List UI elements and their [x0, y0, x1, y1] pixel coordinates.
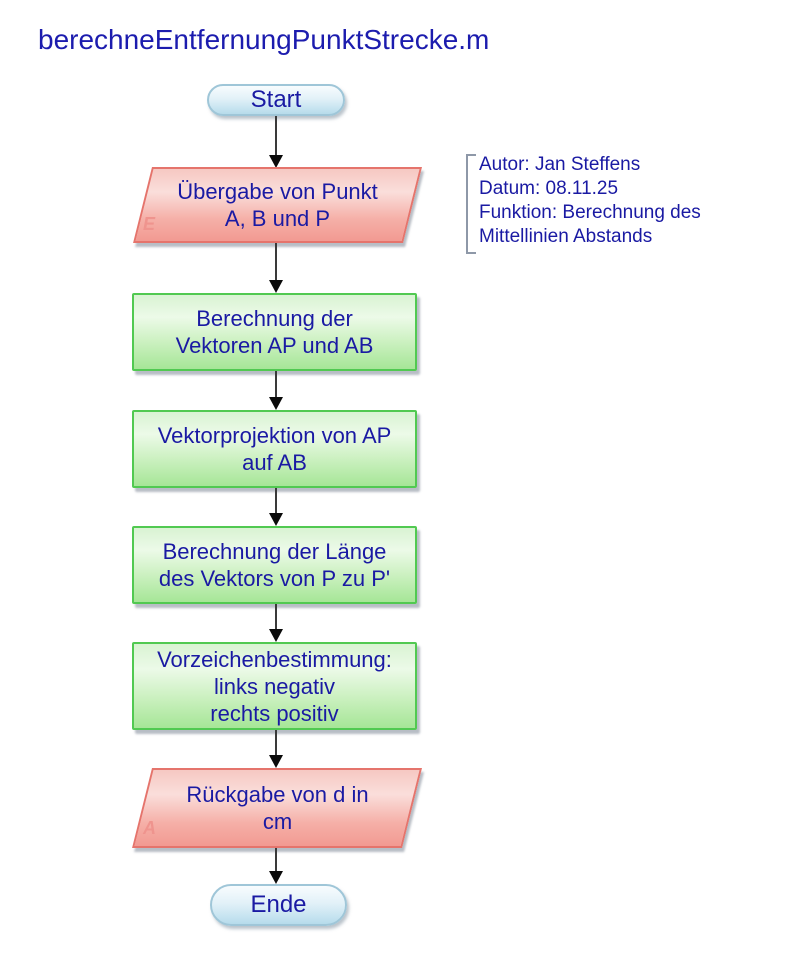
edge-output-end-line [275, 848, 277, 872]
note-line-date: Datum: 08.11.25 [479, 178, 619, 199]
edge-start-input-line [275, 116, 277, 156]
note-bracket [466, 154, 476, 254]
node-input-line2: A, B und P [224, 206, 331, 231]
edge-process1-process2-line [275, 371, 277, 397]
edge-input-process1-arrowhead-icon [269, 280, 283, 293]
node-process1-line2: Vektoren AP und AB [175, 333, 374, 358]
node-output-line2: cm [262, 809, 293, 834]
node-input-label [133, 167, 422, 243]
node-output-line1: Rückgabe von d in [186, 782, 369, 807]
note-line-function2: Mittellinien Abstands [479, 226, 653, 247]
note-text [479, 153, 701, 249]
node-output-label [133, 768, 422, 848]
node-input-marker: E [143, 214, 156, 234]
note-line-function: Funktion: Berechnung des [479, 202, 701, 223]
note-line-author: Autor: Jan Steffens [479, 154, 641, 175]
node-start-label: Start [250, 86, 302, 113]
node-process1 [132, 293, 417, 371]
node-process3-line2: des Vektors von P zu P' [158, 566, 391, 591]
edge-process2-process3-arrowhead-icon [269, 513, 283, 526]
edge-process3-process4-arrowhead-icon [269, 629, 283, 642]
node-input-line1: Übergabe von Punkt [177, 179, 378, 204]
node-process4-line3: rechts positiv [210, 700, 339, 726]
node-process1-line1: Berechnung der [196, 306, 353, 331]
node-process4-line1: Vorzeichenbestimmung: [157, 646, 392, 672]
edge-output-end-arrowhead-icon [269, 871, 283, 884]
edge-input-process1-line [275, 243, 277, 280]
node-process4 [132, 642, 417, 730]
node-end-terminal [210, 884, 347, 926]
page-title: berechneEntfernungPunktStrecke.m [38, 24, 490, 55]
node-process3-line1: Berechnung der Länge [162, 539, 387, 564]
edge-process3-process4-line [275, 604, 277, 629]
node-process2-line2: auf AB [242, 450, 307, 475]
node-end-label: Ende [250, 891, 307, 918]
edge-process4-output-arrowhead-icon [269, 755, 283, 768]
node-process3 [132, 526, 417, 604]
node-process2-line1: Vektorprojektion von AP [157, 423, 392, 448]
edge-process4-output-line [275, 730, 277, 755]
node-process2 [132, 410, 417, 488]
node-process4-line2: links negativ [213, 673, 336, 699]
node-start-terminal [207, 84, 345, 116]
node-output-marker: A [143, 818, 156, 838]
edge-process2-process3-line [275, 488, 277, 513]
edge-process1-process2-arrowhead-icon [269, 397, 283, 410]
